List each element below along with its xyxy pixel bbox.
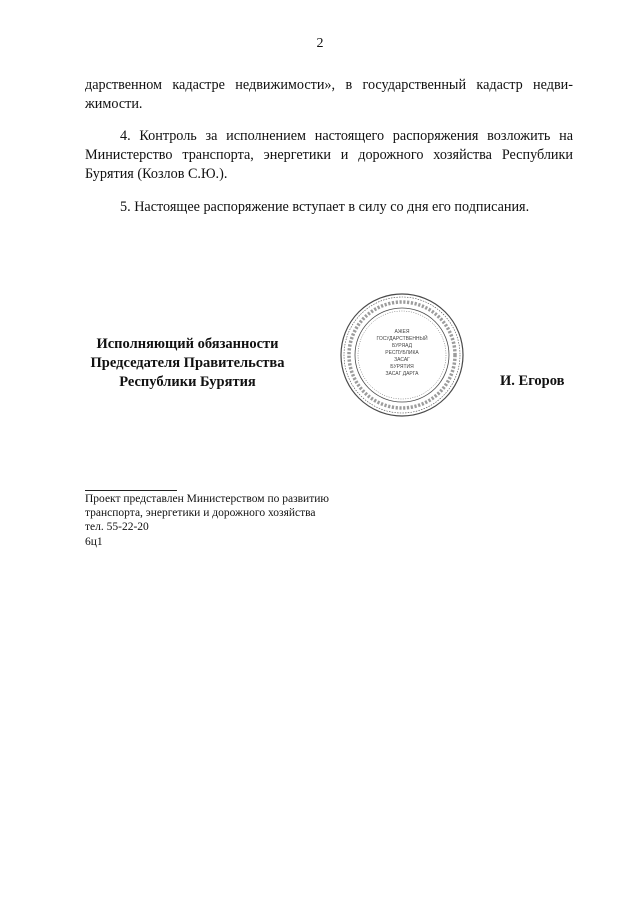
item-4-line-1: 4. Контроль за исполнением настоящего распоряжения возложить на (120, 128, 573, 144)
seal-text-7: ЗАСАГ ДАРГА (385, 371, 419, 377)
footnote-line-2: транспорта, энергетики и дорожного хозяйства (85, 507, 316, 519)
signer-name: И. Егоров (500, 373, 565, 389)
footnote-line-3: тел. 55-22-20 (85, 521, 149, 533)
signer-title-line-3: Республики Бурятия (119, 374, 256, 390)
page-number: 2 (316, 36, 324, 51)
continuation-line-1: дарственном кадастре недвижимости», в государственный кадастр недви- (85, 77, 573, 93)
signer-title-line-2: Председателя Правительства (90, 355, 285, 371)
continuation-line-2: жимости. (85, 96, 143, 112)
official-seal (338, 291, 466, 419)
continuation-paragraph (85, 76, 573, 114)
signer-title (80, 335, 295, 392)
document-code: 6ц1 (85, 536, 103, 548)
seal-text-3: БУРЯАД (391, 343, 413, 349)
footnote-line-1: Проект представлен Министерством по развитию (85, 493, 329, 505)
seal-text-1: АЖЕЯ (394, 329, 410, 335)
item-5-paragraph (85, 198, 573, 217)
item-4-paragraph (85, 127, 573, 184)
item-4-line-3: Бурятия (Козлов С.Ю.). (85, 166, 228, 182)
signer-title-line-1: Исполняющий обязанности (96, 336, 279, 352)
footnote-divider (85, 490, 177, 491)
seal-text-2: ГОСУДАРСТВЕННЫЙ (376, 336, 428, 342)
seal-text-5: ЗАСАГ (394, 357, 410, 363)
seal-text-6: БУРЯТИЯ (390, 364, 414, 370)
footnote (85, 492, 329, 534)
item-5-line: 5. Настоящее распоряжение вступает в силу со дня его подписания. (120, 199, 530, 215)
seal-text-4: РЕСПУБЛИКА (385, 350, 419, 356)
item-4-line-2: Министерство транспорта, энергетики и дорожного хозяйства Республики (85, 147, 573, 163)
